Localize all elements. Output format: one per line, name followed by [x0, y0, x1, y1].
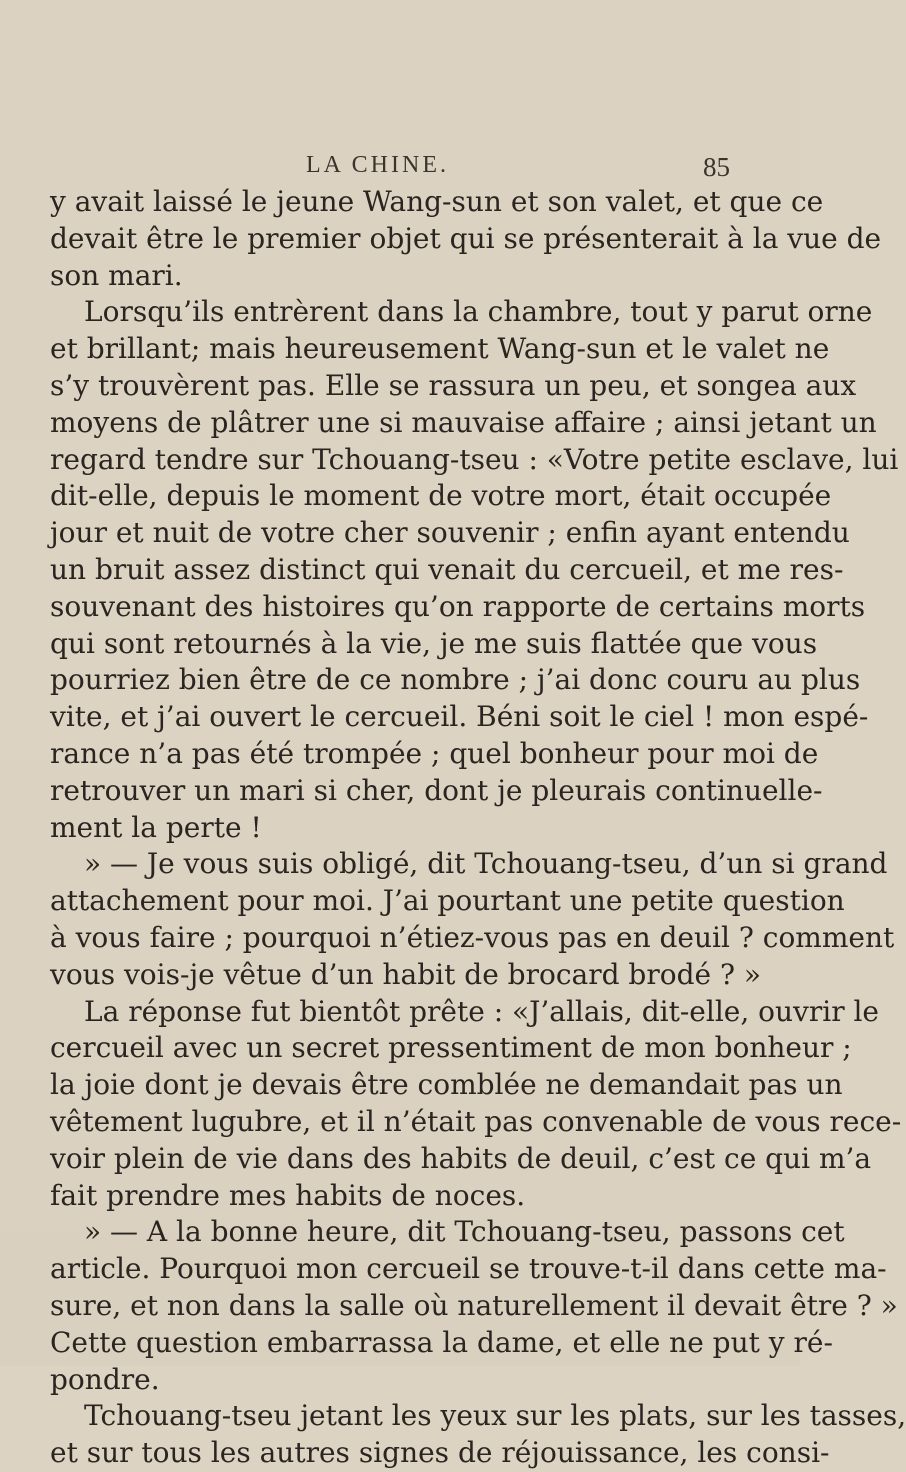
text-line: » — A la bonne heure, dit Tchouang-tseu, passons cet	[84, 1215, 845, 1249]
text-line: et sur tous les autres signes de réjouissance, les consi-	[50, 1436, 830, 1470]
text-line: son mari.	[50, 258, 183, 292]
text-line: sure, et non dans la salle où naturellement il devait être ? »	[50, 1288, 898, 1322]
text-line: Lorsqu’ils entrèrent dans la chambre, tout y parut orne	[84, 295, 873, 329]
text-line: fait prendre mes habits de noces.	[50, 1178, 526, 1212]
text-line: attachement pour moi. J’ai pourtant une petite question	[50, 884, 845, 918]
text-line: La réponse fut bientôt prête : «J’allais, dit-elle, ouvrir le	[84, 994, 880, 1028]
text-line: jour et nuit de votre cher souvenir ; enfin ayant entendu	[50, 516, 850, 550]
text-line: regard tendre sur Tchouang-tseu : «Votre petite esclave, lui	[50, 442, 899, 476]
text-line: dit-elle, depuis le moment de votre mort, était occupée	[50, 479, 832, 513]
text-line: s’y trouvèrent pas. Elle se rassura un peu, et songea aux	[50, 368, 857, 402]
text-line: vite, et j’ai ouvert le cercueil. Béni soit le ciel ! mon espé-	[50, 700, 869, 734]
text-line: devait être le premier objet qui se présenterait à la vue de	[50, 221, 882, 255]
text-line: Tchouang-tseu jetant les yeux sur les plats, sur les tasses,	[84, 1399, 906, 1433]
text-line: qui sont retournés à la vie, je me suis flattée que vous	[50, 626, 818, 660]
text-line: un bruit assez distinct qui venait du cercueil, et me res-	[50, 552, 844, 586]
text-line: pondre.	[50, 1362, 160, 1396]
text-line: souvenant des histoires qu’on rapporte de certains morts	[50, 589, 866, 623]
text-line: ment la perte !	[50, 810, 262, 844]
page-number: 85	[703, 152, 730, 182]
running-head: LA CHINE.	[306, 152, 449, 178]
text-line: à vous faire ; pourquoi n’étiez-vous pas en deuil ? comment	[50, 920, 895, 954]
text-line: » — Je vous suis obligé, dit Tchouang-tseu, d’un si grand	[84, 847, 888, 881]
text-line: vous vois-je vêtue d’un habit de brocard brodé ? »	[50, 957, 762, 991]
text-line: moyens de plâtrer une si mauvaise affaire ; ainsi jetant un	[50, 405, 877, 439]
text-line: retrouver un mari si cher, dont je pleurais continuelle-	[50, 773, 823, 807]
text-line: vêtement lugubre, et il n’était pas convenable de vous rece-	[50, 1104, 902, 1138]
body-text	[50, 184, 906, 1472]
text-line: cercueil avec un secret pressentiment de mon bonheur ;	[50, 1031, 852, 1065]
text-line: et brillant; mais heureusement Wang-sun et le valet ne	[50, 332, 830, 366]
text-line: article. Pourquoi mon cercueil se trouve-t-il dans cette ma-	[50, 1252, 887, 1286]
text-line: pourriez bien être de ce nombre ; j’ai donc couru au plus	[50, 663, 861, 697]
text-line: y avait laissé le jeune Wang-sun et son valet, et que ce	[50, 185, 824, 218]
text-line: la joie dont je devais être comblée ne demandait pas un	[50, 1068, 843, 1102]
text-line: rance n’a pas été trompée ; quel bonheur pour moi de	[50, 736, 819, 770]
text-line: voir plein de vie dans des habits de deuil, c’est ce qui m’a	[50, 1141, 872, 1175]
text-line: Cette question embarrassa la dame, et elle ne put y ré-	[50, 1325, 833, 1359]
